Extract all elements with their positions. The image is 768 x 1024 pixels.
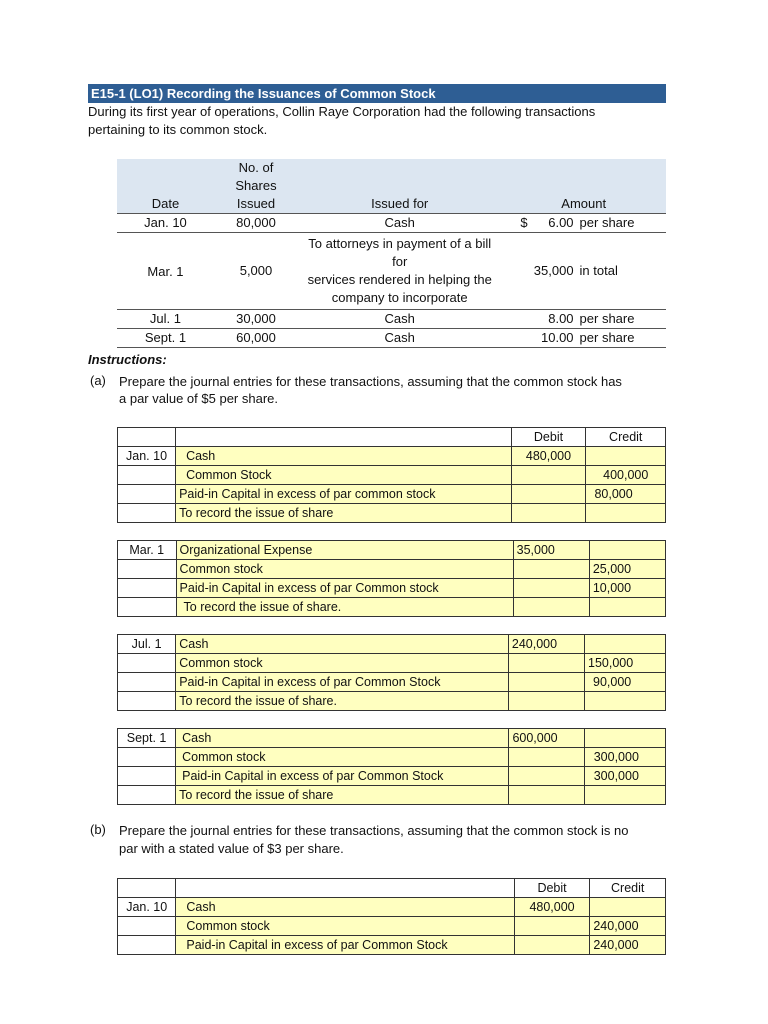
header-issued-for: Issued for (298, 195, 501, 214)
journal-entry-sept1-a (117, 728, 666, 805)
row-issued-for-line: company to incorporate (331, 290, 468, 305)
account: Common Stock (176, 466, 511, 485)
row-amount: 10.00 (531, 329, 577, 348)
journal-entry-jan10-a (117, 427, 666, 523)
journal-line (118, 748, 666, 767)
row-currency (501, 310, 530, 329)
debit-amount (514, 936, 590, 955)
credit-amount (589, 598, 665, 617)
journal-line (118, 673, 666, 692)
account: Cash (176, 635, 509, 654)
account: Paid-in Capital in excess of par Common Stock (176, 936, 514, 955)
debit-amount (509, 786, 584, 805)
debit-amount (513, 579, 589, 598)
journal-line (118, 692, 666, 711)
credit-header: Credit (590, 879, 666, 898)
debit-header: Debit (511, 428, 586, 447)
journal-line (118, 729, 666, 748)
account: Organizational Expense (176, 541, 513, 560)
account: To record the issue of share. (176, 692, 509, 711)
transaction-row (117, 233, 666, 310)
journal-line (118, 504, 666, 523)
debit-amount (511, 466, 586, 485)
row-shares: 30,000 (214, 310, 298, 329)
entry-date: Jul. 1 (118, 635, 176, 654)
row-date: Jul. 1 (117, 310, 214, 329)
row-amount: 8.00 (531, 310, 577, 329)
credit-header: Credit (586, 428, 666, 447)
credit-amount: 300,000 (584, 748, 665, 767)
journal-line (118, 541, 666, 560)
intro-line-2: pertaining to its common stock. (88, 122, 268, 137)
part-b-label: (b) (90, 822, 106, 837)
debit-amount: 480,000 (511, 447, 586, 466)
row-amount: 6.00 (531, 214, 577, 233)
account: Paid-in Capital in excess of par Common Stock (176, 767, 509, 786)
account: Paid-in Capital in excess of par Common Stock (176, 673, 509, 692)
part-a-line-2: a par value of $5 per share. (119, 391, 278, 406)
debit-amount: 600,000 (509, 729, 584, 748)
header-shares-2: Shares (214, 177, 298, 195)
credit-amount: 240,000 (590, 936, 666, 955)
header-amount: Amount (501, 195, 666, 214)
row-date: Jan. 10 (117, 214, 214, 233)
account: Cash (176, 447, 511, 466)
exercise-title: E15-1 (LO1) Recording the Issuances of Common Stock (88, 84, 666, 103)
credit-amount: 300,000 (584, 767, 665, 786)
entry-date: Sept. 1 (118, 729, 176, 748)
account: To record the issue of share (176, 504, 511, 523)
account: To record the issue of share (176, 786, 509, 805)
credit-amount (585, 692, 666, 711)
debit-amount (509, 748, 584, 767)
row-issued-for-line: services rendered in helping the (307, 272, 492, 287)
transaction-row (117, 329, 666, 348)
journal-entry-jul1-a (117, 634, 666, 711)
account: Cash (176, 898, 514, 917)
credit-amount: 90,000 (585, 673, 666, 692)
journal-line (118, 936, 666, 955)
row-currency (501, 329, 530, 348)
row-date: Sept. 1 (117, 329, 214, 348)
credit-amount (586, 504, 666, 523)
transaction-row (117, 310, 666, 329)
header-shares-1: No. of (214, 159, 298, 177)
journal-line (118, 560, 666, 579)
credit-amount (584, 729, 665, 748)
account: Common stock (176, 654, 509, 673)
credit-amount: 80,000 (586, 485, 666, 504)
journal-line (118, 447, 666, 466)
row-shares: 60,000 (214, 329, 298, 348)
entry-date: Mar. 1 (118, 541, 177, 560)
debit-amount (509, 767, 584, 786)
credit-amount (584, 786, 665, 805)
journal-line (118, 579, 666, 598)
row-issued-for: Cash (298, 310, 501, 329)
header-shares-3: Issued (214, 195, 298, 214)
transaction-row (117, 214, 666, 233)
row-amount: 35,000 (531, 233, 577, 310)
row-date: Mar. 1 (117, 233, 214, 310)
credit-amount (589, 541, 665, 560)
credit-amount (585, 635, 666, 654)
debit-amount (511, 504, 586, 523)
account: Common stock (176, 748, 509, 767)
account: Common stock (176, 917, 514, 936)
debit-amount: 240,000 (508, 635, 584, 654)
credit-amount: 240,000 (590, 917, 666, 936)
transactions-table (117, 159, 666, 348)
row-basis: in total (577, 233, 666, 310)
account: To record the issue of share. (176, 598, 513, 617)
part-a-label: (a) (90, 373, 106, 388)
debit-amount (513, 560, 589, 579)
row-shares: 80,000 (214, 214, 298, 233)
journal-line (118, 598, 666, 617)
debit-amount (511, 485, 586, 504)
row-issued-for-line: To attorneys in payment of a bill for (308, 236, 492, 269)
journal-line (118, 898, 666, 917)
debit-amount (508, 673, 584, 692)
journal-line (118, 654, 666, 673)
debit-amount (508, 692, 584, 711)
instructions-label: Instructions: (88, 352, 167, 367)
journal-line (118, 485, 666, 504)
row-basis: per share (577, 214, 666, 233)
debit-amount (514, 917, 590, 936)
journal-entry-jan10-b (117, 878, 666, 955)
debit-amount (508, 654, 584, 673)
journal-line (118, 767, 666, 786)
journal-line (118, 635, 666, 654)
row-basis: per share (577, 310, 666, 329)
part-b-line-1: Prepare the journal entries for these transactions, assuming that the common stock is no (119, 823, 629, 838)
account: Cash (176, 729, 509, 748)
intro-line-1: During its first year of operations, Collin Raye Corporation had the following transactions (88, 104, 596, 119)
credit-amount: 25,000 (589, 560, 665, 579)
debit-amount (513, 598, 589, 617)
account: Paid-in Capital in excess of par Common stock (176, 579, 513, 598)
row-currency: $ (501, 214, 530, 233)
account: Common stock (176, 560, 513, 579)
entry-date: Jan. 10 (118, 447, 176, 466)
row-issued-for: Cash (298, 329, 501, 348)
row-basis: per share (577, 329, 666, 348)
journal-line (118, 786, 666, 805)
credit-amount (586, 447, 666, 466)
credit-amount: 150,000 (585, 654, 666, 673)
row-currency (501, 233, 530, 310)
journal-line (118, 466, 666, 485)
part-a-line-1: Prepare the journal entries for these transactions, assuming that the common stock has (119, 374, 622, 389)
entry-date: Jan. 10 (118, 898, 176, 917)
journal-line (118, 917, 666, 936)
debit-amount: 480,000 (514, 898, 590, 917)
header-date: Date (117, 195, 214, 214)
debit-amount: 35,000 (513, 541, 589, 560)
part-b-line-2: par with a stated value of $3 per share. (119, 841, 344, 856)
credit-amount: 10,000 (589, 579, 665, 598)
debit-header: Debit (514, 879, 590, 898)
row-shares: 5,000 (214, 233, 298, 310)
journal-entry-mar1-a (117, 540, 666, 617)
row-issued-for: Cash (298, 214, 501, 233)
credit-amount: 400,000 (586, 466, 666, 485)
credit-amount (590, 898, 666, 917)
account: Paid-in Capital in excess of par common stock (176, 485, 511, 504)
